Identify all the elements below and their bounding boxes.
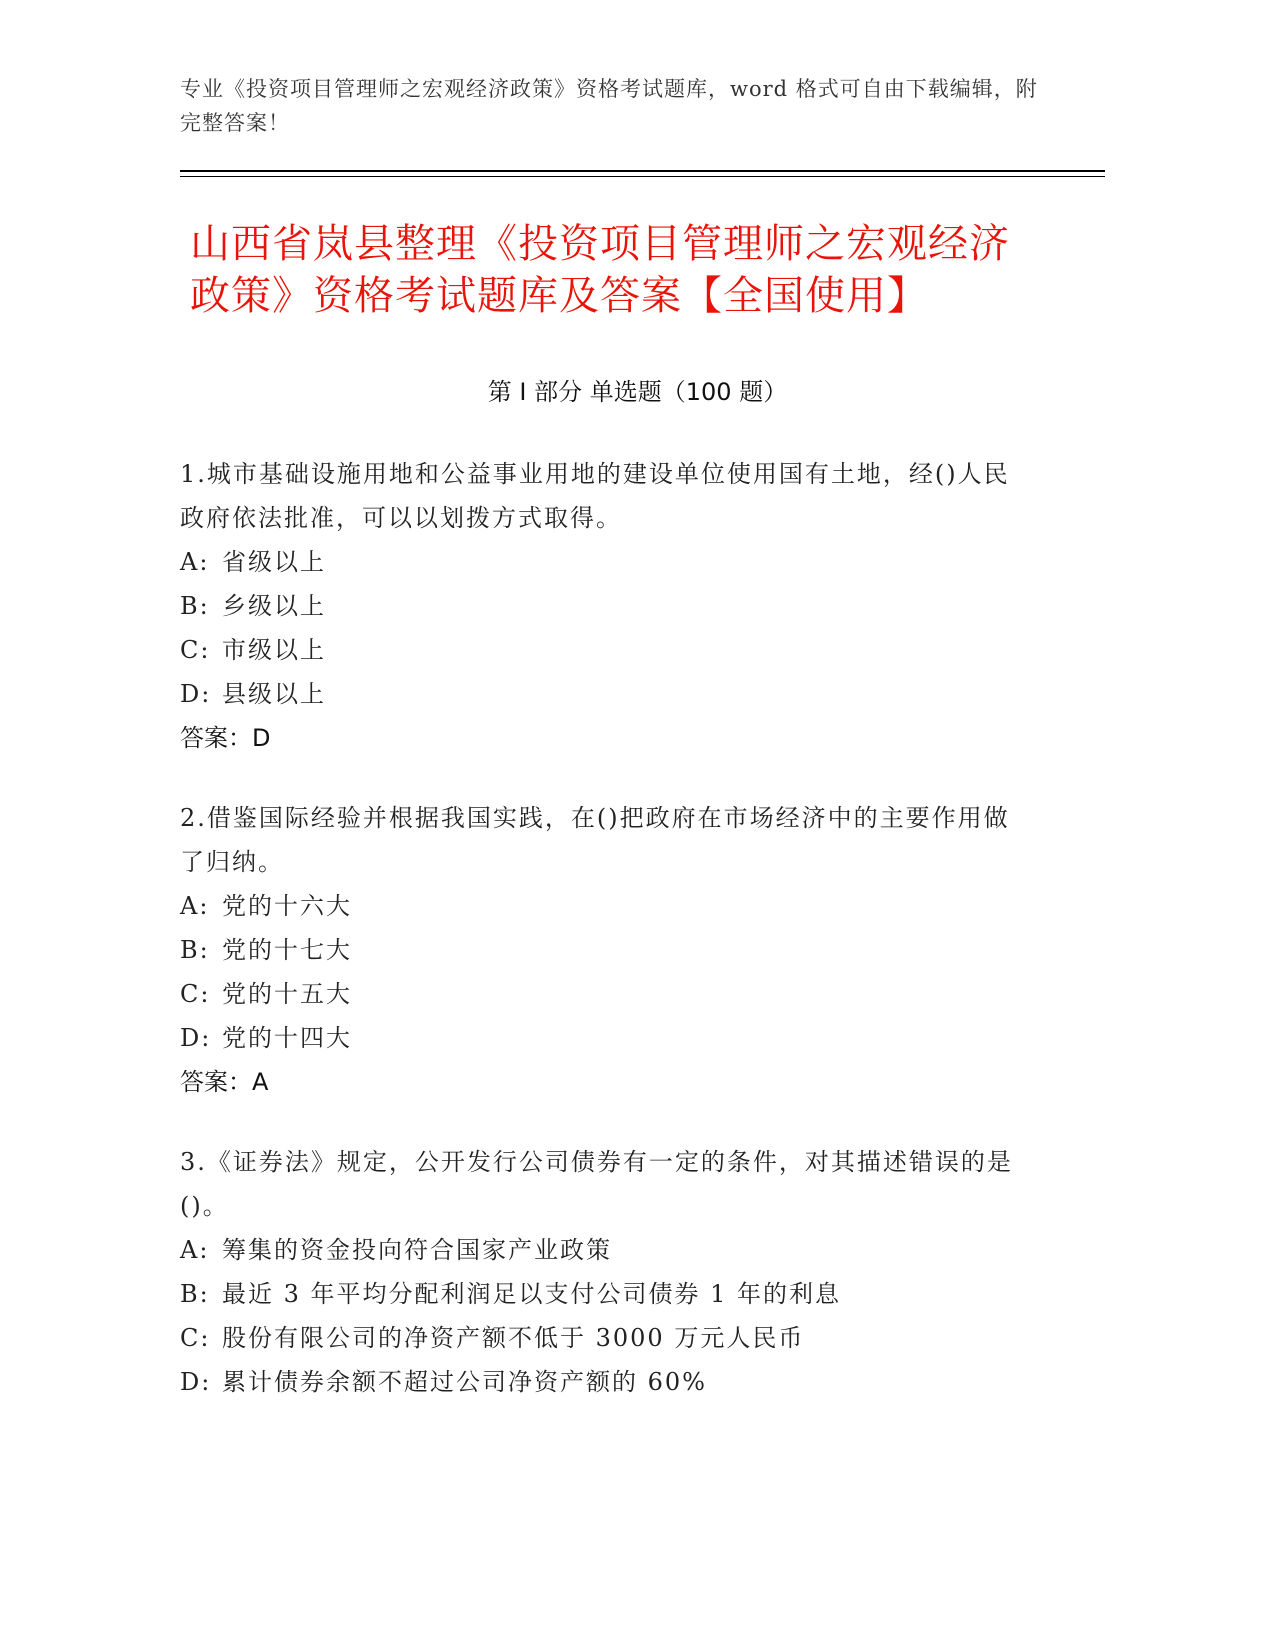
option-text: 累计债券余额不超过公司净资产额的 60% <box>222 1368 707 1396</box>
option-letter: D: <box>180 1368 212 1396</box>
option-b <box>180 928 1020 972</box>
question-answer: 答案：A <box>180 1068 269 1096</box>
option-c <box>180 972 1020 1016</box>
option-letter: B: <box>180 1280 210 1308</box>
option-d <box>180 672 1020 716</box>
option-text: 筹集的资金投向符合国家产业政策 <box>222 1236 612 1264</box>
option-text: 党的十六大 <box>222 892 352 920</box>
option-text: 乡级以上 <box>222 592 326 620</box>
option-text: 党的十四大 <box>222 1024 352 1052</box>
option-b <box>180 584 1020 628</box>
header-note: 专业《投资项目管理师之宏观经济政策》资格考试题库，word 格式可自由下载编辑，附完整答案！ <box>180 77 1038 135</box>
option-c <box>180 1316 1020 1360</box>
option-letter: B: <box>180 936 210 964</box>
question-item <box>180 452 1020 760</box>
option-letter: D: <box>180 1024 212 1052</box>
option-text: 党的十七大 <box>222 936 352 964</box>
option-text: 最近 3 年平均分配利润足以支付公司债券 1 年的利息 <box>222 1280 842 1308</box>
option-letter: C: <box>180 636 211 664</box>
option-letter: B: <box>180 592 210 620</box>
question-list <box>180 452 1020 1440</box>
option-letter: C: <box>180 1324 211 1352</box>
question-item <box>180 796 1020 1104</box>
question-stem: 3.《证券法》规定，公开发行公司债券有一定的条件，对其描述错误的是()。 <box>180 1148 1013 1220</box>
question-item <box>180 1140 1020 1404</box>
question-stem: 2.借鉴国际经验并根据我国实践，在()把政府在市场经济中的主要作用做了归纳。 <box>180 804 1010 876</box>
option-letter: D: <box>180 680 212 708</box>
option-d <box>180 1016 1020 1060</box>
section-title: 第 I 部分 单选题（100 题） <box>487 378 788 406</box>
option-a <box>180 884 1020 928</box>
document-title: 山西省岚县整理《投资项目管理师之宏观经济政策》资格考试题库及答案【全国使用】 <box>190 221 1010 319</box>
option-text: 县级以上 <box>222 680 326 708</box>
question-stem: 1.城市基础设施用地和公益事业用地的建设单位使用国有土地，经()人民政府依法批准，可以以划拨方式取得。 <box>180 460 1010 532</box>
option-letter: C: <box>180 980 211 1008</box>
option-text: 省级以上 <box>222 548 326 576</box>
option-a <box>180 540 1020 584</box>
option-letter: A: <box>180 1236 210 1264</box>
option-text: 党的十五大 <box>222 980 352 1008</box>
option-text: 股份有限公司的净资产额不低于 3000 万元人民币 <box>222 1324 805 1352</box>
header-divider-thick <box>180 170 1105 172</box>
option-c <box>180 628 1020 672</box>
option-text: 市级以上 <box>222 636 326 664</box>
header-divider-thin <box>180 176 1105 177</box>
option-b <box>180 1272 1020 1316</box>
option-letter: A: <box>180 548 210 576</box>
option-d <box>180 1360 1020 1404</box>
option-a <box>180 1228 1020 1272</box>
option-letter: A: <box>180 892 210 920</box>
question-answer: 答案：D <box>180 724 271 752</box>
